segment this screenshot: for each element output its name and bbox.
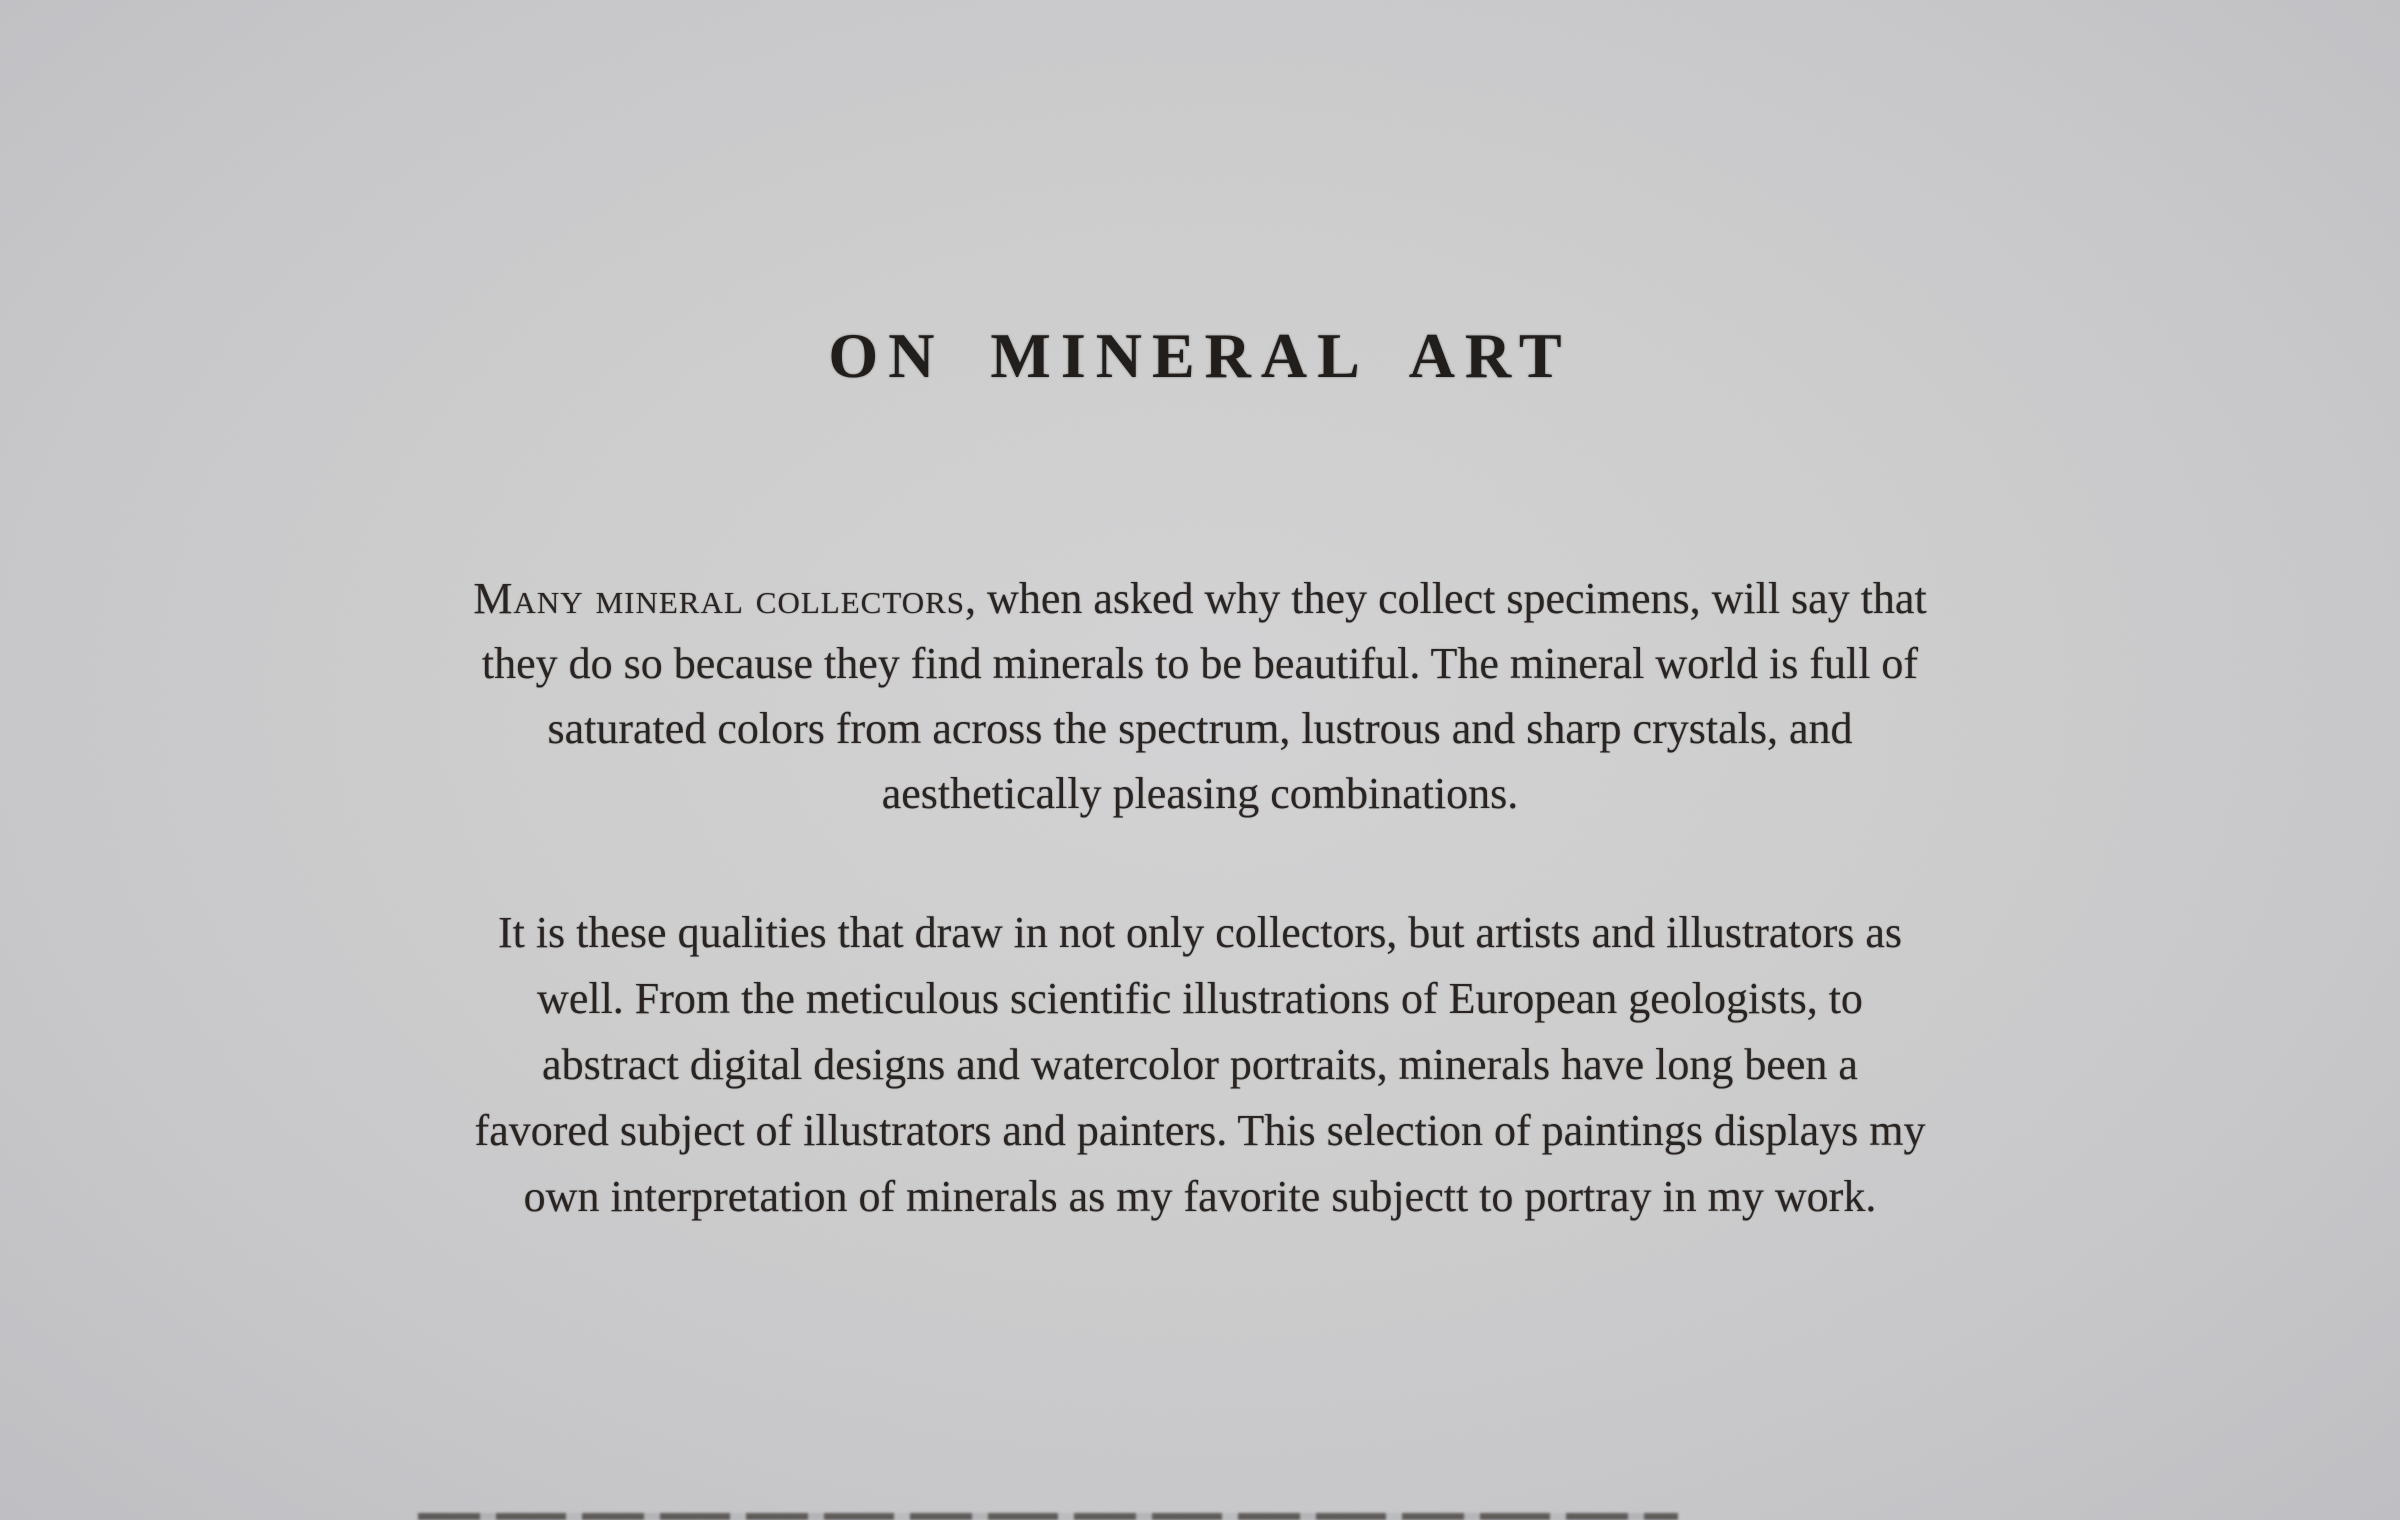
paragraph-1-line-3: saturated colors from across the spectrum, lustrous and sharp crystals, and xyxy=(547,704,1853,753)
paragraph-1-line-2: they do so because they find minerals to be beautiful. The mineral world is full of xyxy=(481,639,1919,688)
paragraph-1-line-4: aesthetically pleasing combinations. xyxy=(881,769,1519,818)
lead-smallcaps-text: Many mineral collectors xyxy=(473,574,966,623)
cut-off-text-edge xyxy=(418,1513,1678,1520)
paragraph-2-line-3: abstract digital designs and watercolor portraits, minerals have long been a xyxy=(542,1040,1858,1089)
paragraph-2-line-4: favored subject of illustrators and painters. This selection of paintings displays my xyxy=(474,1106,1926,1155)
paragraph-1-line-1 xyxy=(0,566,2400,631)
paragraph-1 xyxy=(0,566,2400,826)
paragraph-2 xyxy=(0,900,2400,1230)
paragraph-2-line-2: well. From the meticulous scientific illustrations of European geologists, to xyxy=(537,974,1863,1023)
paragraph-2-line-1: It is these qualities that draw in not only collectors, but artists and illustrators as xyxy=(497,908,1903,957)
paragraph-2-line-5: own interpretation of minerals as my favorite subjectt to portray in my work. xyxy=(523,1172,1877,1221)
plaque-title: ON MINERAL ART xyxy=(828,320,1572,391)
paragraph-1-line-1-rest: , when asked why they collect specimens, will say that xyxy=(965,574,1927,623)
